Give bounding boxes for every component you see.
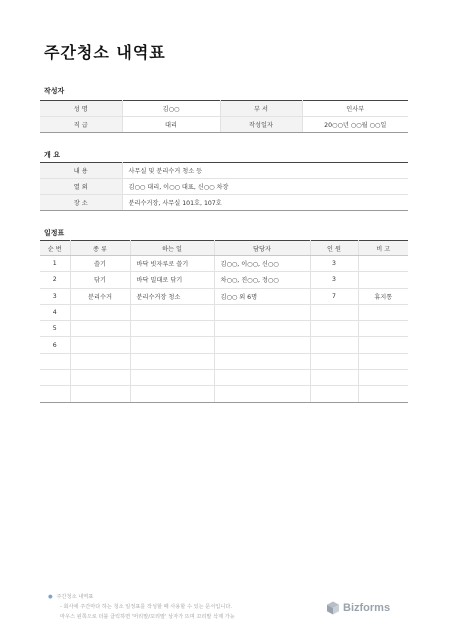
header-type: 종 류 xyxy=(70,241,130,256)
table-row xyxy=(40,321,408,337)
author-dept-label: 부 서 xyxy=(220,101,302,117)
table-row xyxy=(40,195,408,211)
overview-place-value: 분리수거장, 사무실 101호, 107호 xyxy=(122,195,408,211)
author-rank-value: 대리 xyxy=(122,117,220,133)
bizforms-logo xyxy=(326,601,390,615)
cell-no: 6 xyxy=(40,337,70,353)
cell-note xyxy=(358,370,408,386)
cell-type: 닦기 xyxy=(70,272,130,288)
cell-assignee xyxy=(214,370,310,386)
cell-no xyxy=(40,386,70,402)
cell-type: 쓸기 xyxy=(70,256,130,272)
header-note: 비 고 xyxy=(358,241,408,256)
cell-assignee: 김○○, 이○○, 신○○ xyxy=(214,256,310,272)
cell-no: 1 xyxy=(40,256,70,272)
cell-note xyxy=(358,353,408,369)
bizforms-logo-text: Bizforms xyxy=(343,602,391,614)
table-row xyxy=(40,353,408,369)
cell-task xyxy=(130,337,214,353)
cell-task xyxy=(130,370,214,386)
cell-no xyxy=(40,353,70,369)
cell-note xyxy=(358,272,408,288)
cell-type xyxy=(70,321,130,337)
overview-place-label: 장 소 xyxy=(40,195,122,211)
table-row xyxy=(40,370,408,386)
cell-count: 3 xyxy=(310,256,358,272)
overview-content-label: 내 용 xyxy=(40,163,122,179)
overview-exempt-value: 김○○ 대리, 이○○ 대표, 신○○ 차장 xyxy=(122,179,408,195)
author-date-label: 작성일자 xyxy=(220,117,302,133)
table-row xyxy=(40,101,408,117)
bizforms-logo-icon xyxy=(326,601,340,615)
cell-count xyxy=(310,370,358,386)
cell-count xyxy=(310,353,358,369)
table-row xyxy=(40,337,408,353)
table-row xyxy=(40,256,408,272)
author-date-value: 20○○년 ○○월 ○○일 xyxy=(302,117,408,133)
overview-exempt-label: 열 외 xyxy=(40,179,122,195)
header-task: 하는 일 xyxy=(130,241,214,256)
cell-task xyxy=(130,304,214,320)
cell-type xyxy=(70,304,130,320)
cell-note: 휴지통 xyxy=(358,288,408,304)
cell-task xyxy=(130,353,214,369)
header-count: 인 원 xyxy=(310,241,358,256)
cell-count xyxy=(310,304,358,320)
table-row xyxy=(40,386,408,402)
cell-assignee xyxy=(214,386,310,402)
author-name-value: 김○○ xyxy=(122,101,220,117)
table-row xyxy=(40,288,408,304)
cell-no xyxy=(40,370,70,386)
author-rank-label: 직 급 xyxy=(40,117,122,133)
cell-type xyxy=(70,370,130,386)
cell-type xyxy=(70,353,130,369)
bullet-icon: ● xyxy=(48,594,53,600)
author-section-label: 작성자 xyxy=(44,87,65,95)
cell-no: 2 xyxy=(40,272,70,288)
author-name-label: 성 명 xyxy=(40,101,122,117)
cell-no: 5 xyxy=(40,321,70,337)
overview-section-label: 개 요 xyxy=(44,151,60,159)
cell-note xyxy=(358,337,408,353)
author-table xyxy=(40,100,408,133)
header-assignee: 담당자 xyxy=(214,241,310,256)
cell-no: 3 xyxy=(40,288,70,304)
cell-count xyxy=(310,321,358,337)
table-row xyxy=(40,272,408,288)
schedule-table xyxy=(40,240,408,403)
cell-no: 4 xyxy=(40,304,70,320)
cell-count: 3 xyxy=(310,272,358,288)
cell-assignee xyxy=(214,353,310,369)
cell-task: 바닥 빗자루로 쓸기 xyxy=(130,256,214,272)
cell-assignee xyxy=(214,337,310,353)
cell-assignee xyxy=(214,321,310,337)
cell-task: 바닥 밀대로 닦기 xyxy=(130,272,214,288)
cell-note xyxy=(358,256,408,272)
table-row xyxy=(40,163,408,179)
schedule-section-label: 일정표 xyxy=(44,229,65,237)
cell-assignee: 차○○, 진○○, 정○○ xyxy=(214,272,310,288)
overview-content-value: 사무실 및 분리수거 청소 등 xyxy=(122,163,408,179)
cell-count xyxy=(310,386,358,402)
cell-type: 분리수거 xyxy=(70,288,130,304)
table-row xyxy=(40,117,408,133)
cell-task xyxy=(130,386,214,402)
cell-count xyxy=(310,337,358,353)
cell-type xyxy=(70,337,130,353)
cell-assignee: 김○○ 외 6명 xyxy=(214,288,310,304)
cell-task: 분리수거장 청소 xyxy=(130,288,214,304)
footer-title: 주간청소 내역표 xyxy=(56,594,94,600)
cell-task xyxy=(130,321,214,337)
footer-desc: - 회사에 주간마다 하는 청소 일정표를 작성할 때 사용할 수 있는 문서입니다. xyxy=(60,604,232,610)
schedule-header-row xyxy=(40,241,408,256)
header-no: 순 번 xyxy=(40,241,70,256)
cell-count: 7 xyxy=(310,288,358,304)
table-row xyxy=(40,304,408,320)
author-dept-value: 인사부 xyxy=(302,101,408,117)
footer-note xyxy=(48,592,235,622)
footer-hint: 마우스 왼쪽으로 더블 클릭하면 '머리말/꼬리말' 상자가 뜨며 꼬리말 삭제 가능 xyxy=(60,614,235,620)
cell-note xyxy=(358,386,408,402)
cell-note xyxy=(358,304,408,320)
cell-type xyxy=(70,386,130,402)
overview-table xyxy=(40,162,408,211)
page-title: 주간청소 내역표 xyxy=(44,43,166,62)
cell-assignee xyxy=(214,304,310,320)
table-row xyxy=(40,179,408,195)
cell-note xyxy=(358,321,408,337)
